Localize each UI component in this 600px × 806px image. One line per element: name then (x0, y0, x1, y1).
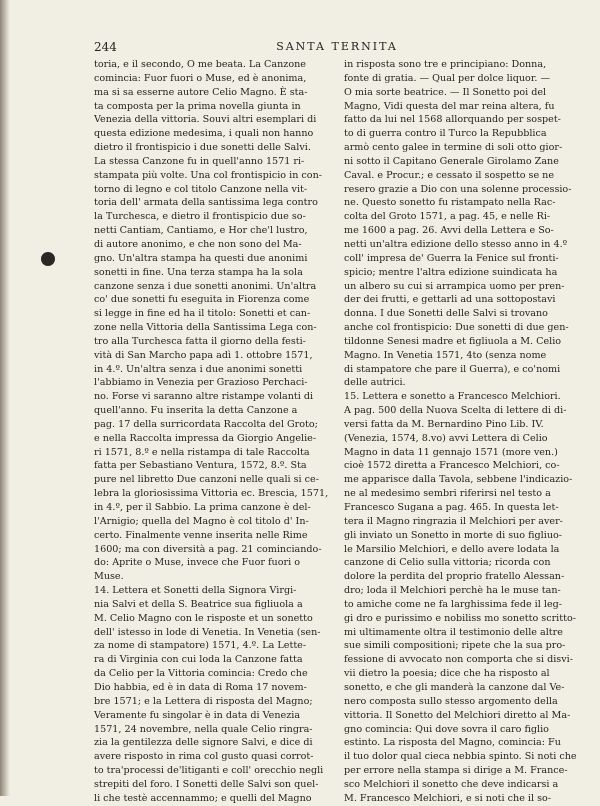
text-line: 1571, 24 novembre, nella quale Celio ringra- (94, 723, 313, 735)
text-line: tera il Magno ringrazia il Melchiori per aver- (344, 515, 563, 527)
text-line: ni sotto il Capitano Generale Girolamo Zane (344, 155, 559, 167)
text-line: nia Salvi et della S. Beatrice sua figliuola a (94, 598, 303, 610)
text-line: stampata più volte. Una col frontispicio in con- (94, 169, 322, 181)
text-line: vità di San Marcho papa adì 1. ottobre 1571, (94, 349, 313, 361)
text-line: estinto. La risposta del Magno, comincia: Fu (344, 737, 561, 749)
text-line: le Marsilio Melchiori, e dello avere lodata la (344, 543, 560, 555)
text-line: sonetti in fine. Una terza stampa ha la sola (94, 266, 303, 278)
text-line: colta del Groto 1571, a pag. 45, e nelle Ri- (344, 211, 551, 223)
text-line: fatta per Sebastiano Ventura, 1572, 8.º. Sta (94, 460, 307, 472)
text-line: gi dro e purissimo e nobiliss mo sonetto scritto- (344, 612, 576, 624)
text-line: si legge in fine ed ha il titolo: Sonetti et can- (94, 308, 311, 320)
text-line: 15. Lettera e sonetto a Francesco Melchiori. (344, 391, 561, 403)
text-line: ta composta per la prima novella giunta in (94, 100, 301, 112)
text-line: ne al medesimo sembri riferirsi nel testo a (344, 488, 551, 500)
text-line: da Celio per la Vittoria comincia: Credo che (94, 668, 308, 680)
text-line: avere risposto in rima col gusto quasi corrot- (94, 751, 314, 763)
text-line: Magno in data 11 gennajo 1571 (more ven.) (344, 446, 558, 458)
text-line: fessione di avvocato non comporta che si disvi- (344, 654, 573, 666)
text-line: resero grazie a Dio con una solenne processio- (344, 183, 572, 195)
text-line: armò cento galee in termine di soli otto gior- (344, 142, 563, 154)
text-line: tildonne Senesi madre et figliuola a M. Celio (344, 335, 562, 347)
text-line: spicio; mentre l'altra edizione suindicata ha (344, 266, 558, 278)
text-line: di autore anonimo, e che non sono del Ma- (94, 238, 302, 250)
text-line: torno di legno e col titolo Canzone nella vit- (94, 183, 308, 195)
punch-hole (41, 252, 55, 266)
text-line: Magno, Vidi questa del mar reina altera, fu (344, 100, 555, 112)
text-line: der dei frutti, e gettarli ad una sottopostavi (344, 294, 556, 306)
text-line: versi fatta da M. Bernardino Pino Lib. IV. (344, 418, 544, 430)
text-line: (Venezia, 1574, 8.vo) avvi Lettera di Celio (344, 432, 548, 444)
text-line: Muse. (94, 571, 124, 583)
text-line: dell' istesso in lode di Venetia. In Venetia (sen- (94, 626, 321, 638)
text-line: to tra'processi de'litiganti e coll' orecchio negli (94, 765, 324, 777)
text-line: gno comincia: Qui dove sovra il caro figlio (344, 723, 549, 735)
text-line: ri 1571, 8.º e nella ristampa di tale Raccolta (94, 446, 310, 458)
text-line: canzone di Celio sulla vittoria; ricorda con (344, 557, 551, 569)
text-line: sonetto, e che gli manderà la canzone dal Ve- (344, 681, 565, 693)
text-line: zia la gentilezza delle signore Salvi, e dice di (94, 737, 313, 749)
text-line: toria dell' armata della santissima lega contro (94, 197, 318, 209)
text-line: zone nella Vittoria della Santissima Lega con- (94, 322, 317, 334)
text-line: canzone senza i due sonetti anonimi. Un'altra (94, 280, 317, 292)
page-header (94, 40, 580, 56)
text-line: do: Aprite o Muse, invece che Fuor fuori o (94, 557, 300, 569)
text-line: strepiti del foro. I Sonetti delle Salvi son quel- (94, 778, 319, 790)
text-line: in 4.º, per il Sabbio. La prima canzone è del- (94, 502, 311, 513)
page-number: 244 (94, 40, 117, 54)
text-line: M. Francesco Melchiori, e si noti che il so- (344, 792, 552, 804)
text-line: Dio habbia, ed è in data di Roma 17 novem- (94, 681, 307, 693)
text-line: za nome di stampatore) 1571, 4.º. La Lette- (94, 640, 307, 652)
text-line: per errore nella stampa si dirige a M. France- (344, 765, 568, 777)
text-line: bre 1571; e la Lettera di risposta del Magno; (94, 695, 313, 707)
text-line: Magno. In Venetia 1571, 4to (senza nome (344, 349, 547, 361)
text-line: mi ultimamente oltra il testimonio delle altre (344, 626, 563, 638)
text-line: vii dietro la poesia; dice che ha risposto al (344, 668, 550, 680)
text-line: comincia: Fuor fuori o Muse, ed è anonima, (94, 72, 307, 84)
text-line: fatto da lui nel 1568 allorquando per sospet- (344, 114, 561, 126)
text-line: la Turchesca, e dietro il frontispicio due so- (94, 211, 306, 223)
text-line: netti Cantiam, Cantiamo, e Hor che'l lustro, (94, 225, 308, 237)
text-line: in 4.º. Un'altra senza i due anonimi sonetti (94, 363, 303, 375)
text-line: La stessa Canzone fu in quell'anno 1571 ri- (94, 155, 305, 167)
text-line: in risposta sono tre e principiano: Donna, (344, 59, 547, 70)
text-line: no. Forse vi saranno altre ristampe volanti di (94, 391, 314, 403)
text-line: gno. Un'altra stampa ha questi due anonimi (94, 252, 308, 264)
text-line: questa edizione medesima, i quali non hanno (94, 128, 314, 140)
text-line: to di guerra contro il Turco la Repubblica (344, 128, 547, 140)
text-line: anche col frontispicio: Due sonetti di due gen- (344, 322, 569, 334)
text-line: 1600; ma con diversità a pag. 21 cominciando- (94, 543, 322, 555)
text-line: di stampatore che pare il Guerra), e co'nomi (344, 363, 561, 375)
text-line: O mia sorte beatrice. — Il Sonetto poi del (344, 86, 547, 98)
text-line: ra di Virginia con cui loda la Canzone fatta (94, 654, 303, 666)
text-line: sue simili compositioni; ripete che la sua pro- (344, 640, 566, 652)
text-line: vittoria. Il Sonetto del Melchiori diretto al Ma- (344, 709, 571, 721)
text-line: tro alla Turchesca fatta il giorno della festi- (94, 335, 306, 347)
text-line: delle autrici. (344, 377, 406, 389)
running-title: SANTA TERNITA (276, 40, 398, 53)
text-line: co' due sonetti fu eseguita in Fiorenza come (94, 294, 310, 306)
text-line: me 1600 a pag. 26. Avvi della Lettera e So- (344, 225, 554, 237)
text-line: dolore la perdita del proprio fratello Alessan- (344, 571, 565, 583)
text-line: dietro il frontispicio i due sonetti delle Salvi. (94, 142, 311, 154)
text-line: cioè 1572 diretta a Francesco Melchiori, co- (344, 460, 560, 472)
text-line: Veramente fu singolar è in data di Venezia (94, 709, 301, 721)
left-text-column (94, 58, 332, 806)
text-line: to amiche come ne fa larghissima fede il leg- (344, 598, 563, 610)
text-line: l'abbiamo in Venezia per Grazioso Perchaci- (94, 377, 308, 389)
text-line: pure nel libretto Due canzoni nelle quali si ce- (94, 474, 319, 486)
text-line: netti un'altra edizione dello stesso anno in 4.º (344, 238, 568, 250)
text-line: li che testè accennammo; e quelli del Magno (94, 792, 312, 804)
text-line: Venezia della vittoria. Souvi altri esemplari di (94, 114, 317, 126)
text-line: lebra la gloriosissima Vittoria ec. Brescia, 1571, (94, 488, 329, 500)
text-line: toria, e il secondo, O me beata. La Canzone (94, 59, 306, 70)
text-line: A pag. 500 della Nuova Scelta di lettere di di- (344, 405, 567, 417)
text-line: dro; loda il Melchiori perchè ha le muse tan- (344, 585, 561, 597)
text-line: nero composta sullo stesso argomento della (344, 695, 558, 707)
text-line: me apparisce dalla Tavola, sebbene l'indicazio- (344, 474, 573, 486)
text-line: ne. Questo sonetto fu ristampato nella Rac- (344, 197, 556, 209)
text-line: quell'anno. Fu inserita la detta Canzone a (94, 405, 298, 417)
text-line: 14. Lettera et Sonetti della Signora Virgi- (94, 585, 297, 597)
text-line: gli inviato un Sonetto in morte di suo figliuo- (344, 529, 563, 541)
text-line: il tuo dolor qual cieca nebbia spinto. Si noti che (344, 751, 577, 763)
text-line: ma si sa esserne autore Celio Magno. È sta- (94, 86, 308, 98)
text-line: Francesco Sugana a pag. 465. In questa let- (344, 502, 559, 513)
text-line: un albero su cui si arrampica uomo per pren- (344, 280, 565, 292)
right-text-column (344, 58, 580, 806)
text-line: M. Celio Magno con le risposte et un sonetto (94, 612, 313, 624)
text-line: donna. I due Sonetti delle Salvi si trovano (344, 308, 548, 320)
binding-shadow (0, 0, 10, 796)
text-line: coll' impresa de' Guerra la Fenice sul fronti- (344, 252, 559, 264)
text-line: fonte di gratia. — Qual per dolce liquor. — (344, 72, 551, 84)
text-line: l'Arnigio; quella del Magno è col titolo d' In- (94, 515, 309, 527)
text-line: pag. 17 della surricordata Raccolta del Groto; (94, 418, 318, 430)
text-line: sco Melchiori il sonetto che deve indicarsi a (344, 778, 559, 790)
text-line: certo. Finalmente venne inserita nelle Rime (94, 529, 308, 541)
text-line: e nella Raccolta impressa da Giorgio Angelie- (94, 432, 317, 444)
text-line: Caval. e Procur.; e cessato il sospetto se ne (344, 169, 555, 181)
